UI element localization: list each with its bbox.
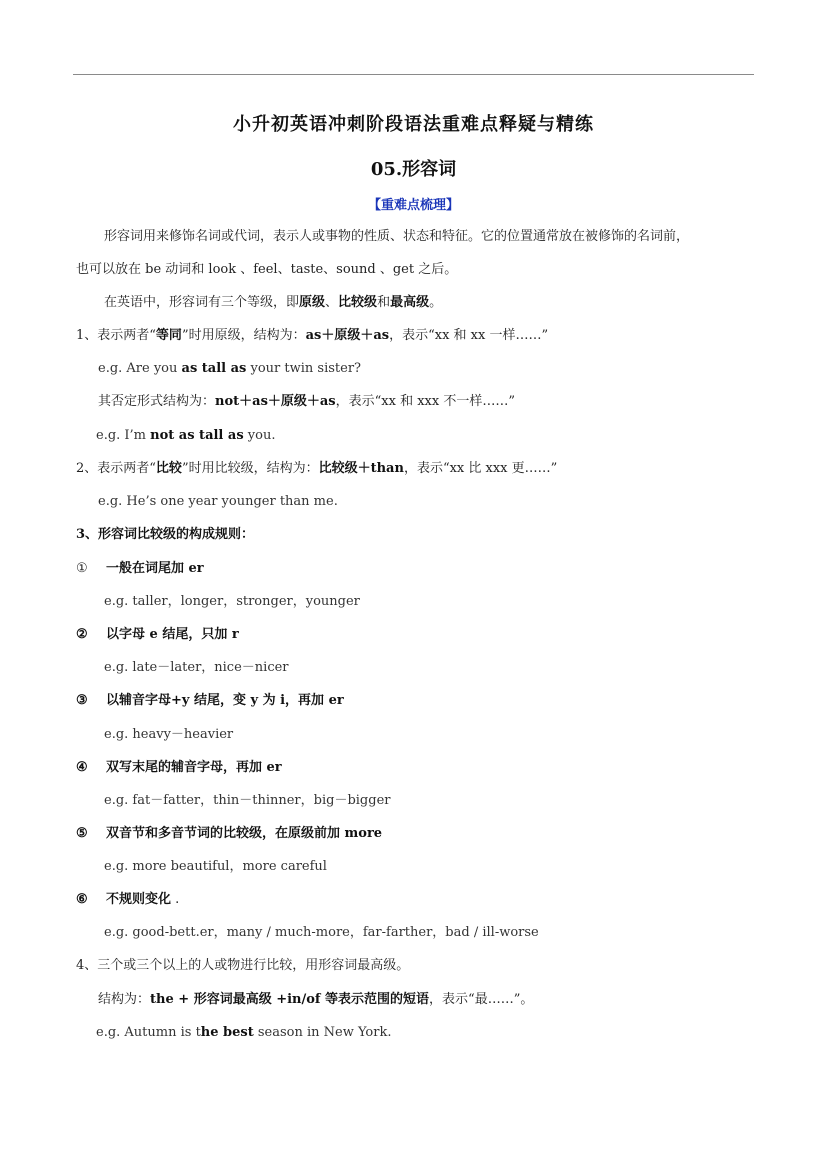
document-title: 小升初英语冲刺阶段语法重难点释疑与精练 bbox=[233, 114, 594, 135]
rule-3-example-3: e.g. heavy－heavier bbox=[104, 727, 234, 742]
superlative-structure bbox=[98, 992, 533, 1008]
example-1 bbox=[98, 361, 361, 377]
bold-text: as＋原级＋as bbox=[305, 328, 390, 343]
rule-3-example-6: e.g. good-bett.er，many / much-more，far-farther，bad / ill-worse bbox=[104, 925, 539, 940]
text: 2、表示两者“ bbox=[76, 461, 156, 476]
text: you. bbox=[243, 428, 276, 443]
bold-text: 比较 bbox=[155, 461, 182, 476]
text: ，表示“xx 和 xxx 不一样……” bbox=[335, 394, 515, 409]
item-number: ④ bbox=[76, 760, 88, 775]
paragraph-2 bbox=[104, 295, 442, 311]
example-3: e.g. He’s one year younger than me. bbox=[98, 494, 338, 509]
bold-text: 比较级＋than bbox=[318, 461, 404, 476]
item-text: 不规则变化 bbox=[106, 892, 172, 907]
paragraph-1a: 形容词用来修饰名词或代词，表示人或事物的性质、状态和特征。它的位置通常放在被修饰的名词前， bbox=[104, 229, 690, 244]
bold-text: as tall as bbox=[181, 361, 247, 376]
rule-3-item-1 bbox=[76, 561, 204, 577]
text: ，表示“最……”。 bbox=[429, 992, 534, 1007]
rule-3-item-4 bbox=[76, 760, 282, 776]
text: e.g. Autumn is t bbox=[96, 1025, 201, 1040]
rule-3-item-2 bbox=[76, 627, 239, 643]
item-text: 双写末尾的辅音字母，再加 er bbox=[106, 760, 282, 775]
rule-3-example-1: e.g. taller，longer，stronger，younger bbox=[104, 594, 360, 609]
example-4 bbox=[96, 1025, 391, 1041]
paragraph-1b: 也可以放在 be 动词和 look 、feel、taste、sound 、get 之后。 bbox=[76, 262, 458, 277]
rule-3-item-3 bbox=[76, 693, 344, 709]
item-number: ③ bbox=[76, 693, 88, 708]
text: ，表示“xx 比 xxx 更……” bbox=[403, 461, 558, 476]
text: 。 bbox=[429, 295, 443, 310]
rule-3-item-6 bbox=[76, 892, 179, 908]
item-number: ⑤ bbox=[76, 826, 88, 841]
text: 结构为： bbox=[98, 992, 151, 1007]
text: season in New York. bbox=[253, 1025, 392, 1040]
text: e.g. Are you bbox=[98, 361, 182, 376]
example-2 bbox=[96, 428, 275, 444]
rule-3-example-5: e.g. more beautiful，more careful bbox=[104, 859, 327, 874]
bold-text: 等同 bbox=[155, 328, 182, 343]
item-number: ① bbox=[76, 561, 88, 576]
text: your twin sister? bbox=[246, 361, 362, 376]
header-rule bbox=[73, 74, 754, 75]
text: 在英语中，形容词有三个等级，即 bbox=[104, 295, 300, 310]
item-text: 一般在词尾加 er bbox=[106, 561, 204, 576]
rule-1 bbox=[76, 328, 548, 344]
text: . bbox=[171, 892, 180, 907]
bold-text: not as tall as bbox=[150, 428, 244, 443]
bold-text: 原级 bbox=[299, 295, 326, 310]
item-number: ② bbox=[76, 627, 88, 642]
text: ”时用比较级，结构为： bbox=[181, 461, 319, 476]
bold-text: 比较级 bbox=[338, 295, 378, 310]
section-label: 【重难点梳理】 bbox=[367, 198, 459, 213]
rule-4: 4、三个或三个以上的人或物进行比较，用形容词最高级。 bbox=[76, 958, 410, 973]
document-subtitle: 05.形容词 bbox=[370, 159, 457, 180]
bold-text: 最高级 bbox=[390, 295, 430, 310]
text: 其否定形式结构为： bbox=[98, 394, 216, 409]
rule-3-example-4: e.g. fat－fatter，thin－thinner，big－bigger bbox=[104, 793, 391, 808]
rule-3-heading: 3、形容词比较级的构成规则： bbox=[76, 527, 255, 542]
text: 和 bbox=[377, 295, 391, 310]
negative-form bbox=[98, 394, 515, 410]
text: e.g. I’m bbox=[96, 428, 151, 443]
text: ”时用原级，结构为： bbox=[181, 328, 306, 343]
rule-3-example-2: e.g. late－later，nice－nicer bbox=[104, 660, 289, 675]
text: 1、表示两者“ bbox=[76, 328, 156, 343]
bold-text: not＋as＋原级＋as bbox=[215, 394, 336, 409]
item-number: ⑥ bbox=[76, 892, 88, 907]
text: 、 bbox=[325, 295, 339, 310]
bold-text: the + 形容词最高级 +in/of 等表示范围的短语 bbox=[150, 992, 430, 1007]
bold-text: he best bbox=[200, 1025, 254, 1040]
item-text: 以辅音字母+y 结尾，变 y 为 i，再加 er bbox=[106, 693, 344, 708]
item-text: 双音节和多音节词的比较级，在原级前加 more bbox=[106, 826, 383, 841]
rule-3-item-5 bbox=[76, 826, 382, 842]
item-text: 以字母 e 结尾，只加 r bbox=[106, 627, 239, 642]
rule-2 bbox=[76, 461, 557, 477]
text: ，表示“xx 和 xx 一样……” bbox=[389, 328, 549, 343]
